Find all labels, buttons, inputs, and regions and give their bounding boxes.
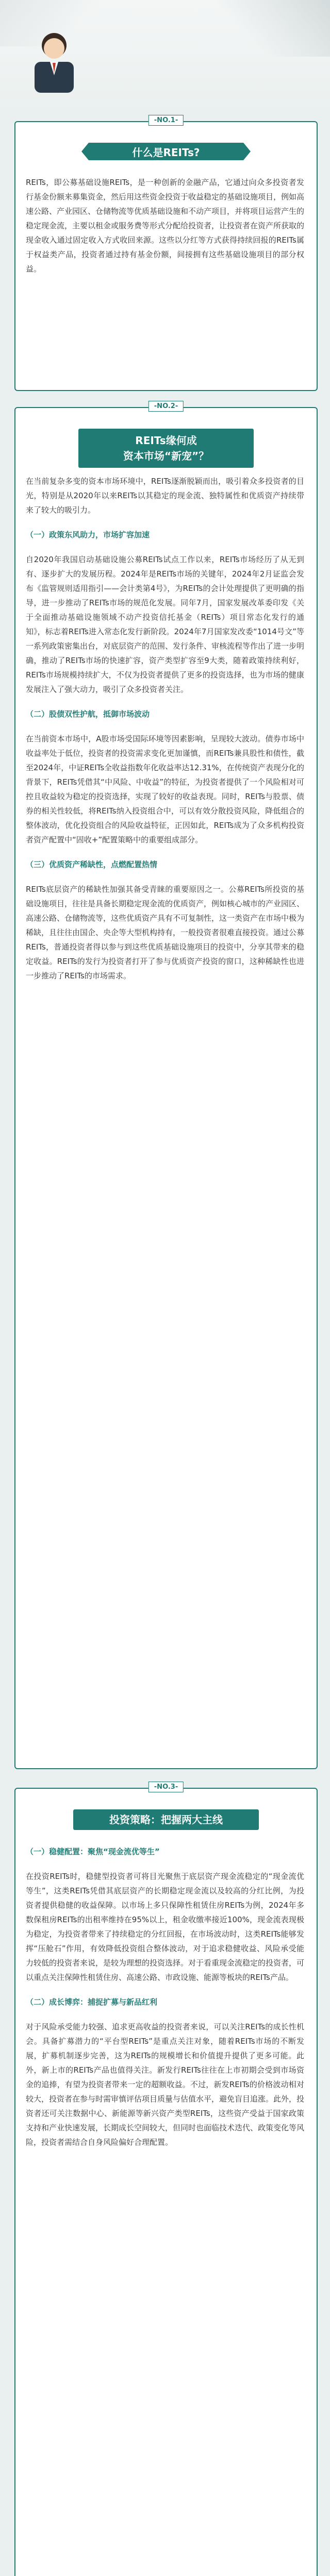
- section-title: 投资策略：把握两大主线: [73, 1809, 259, 1830]
- section-title-line: REITs缘何成: [135, 434, 197, 447]
- paragraph: 在当前资本市场中，A股市场受国际环境等因素影响，呈现较大波动。债券市场中收益率处于低位，投资者的投资需求变化更加谨慎，而REITs兼具股性和债性，截至2024年，中证REITs全收益指数年化收益率达12.31%，在传统资产表现分化的背景下，REITs凭借其“中风险、中收益”的特征，为投资者提供了一个风险相对可控且收益较为稳定的投资选择，实现了较好的收益表现。同时，REITs与股票、债券的相关性较低，将REITs纳入投资组合中，可以有效分散投资风险，降低组合的整体波动，优化投资组合的风险收益特征，正因如此，REITs成为了众多机构投资者资产配置中“固收+”配置策略中的重要组成部分。: [26, 734, 304, 844]
- section-title: [78, 429, 254, 468]
- subheading: （二）股债双性护航，抵御市场波动: [26, 709, 150, 719]
- paragraph: 自2020年我国启动基础设施公募REITs试点工作以来，REITs市场经历了从无到有、逐步扩大的发展历程。2024年是REITs市场的关键年，2024年2月证监会发布《监管规则适用指引——会计类第4号》，为REITs的会计处理提供了更明确的指导，进一步推动了REITs市场的规范化发展。同年7月，国家发展改革委印发《关于全面推动基础设施领域不动产投资信托基金（REITs）项目常态化发行的通知》，标志着REITs进入常态化发行新阶段。2024年7月国家发改委“1014号文”等一系列政策密集出台，对底层资产的范围、发行条件、审核流程等作出了进一步明确，推动了REITs市场的快速扩容，资产类型扩容至9大类，随着政策持续利好，REITs市场规模持续扩大，不仅为投资者提供了更多的投资选择，也为市场的健康发展注入了强大动力，吸引了众多投资者关注。: [26, 555, 305, 694]
- subheading: （二）成长博弈：捕捉扩募与新品红利: [26, 1997, 158, 2007]
- paragraph: 在投资REITs时，稳健型投资者可将目光聚焦于底层资产现金流稳定的“现金流优等生”，这类REITs凭借其底层资产的长期稳定现金流以及较高的分红比例，为投资者提供稳健的收益保障。以市场上多只保障性租赁住房REITs为例，2024年多数保租房REITs的出租率维持在95%以上，租金收缴率接近100%，现金流表现极为稳定，为投资者带来了持续稳定的分红回报，在市场波动时，这类REITs能够发挥“压舱石”作用，有效降低投资组合整体波动，对于追求稳健收益、风险承受能力较低的投资者来说，是较为理想的投资选择。对于看重现金流稳定的投资者，可以重点关注保障性租赁住房、高速公路、市政设施、能源等板块的REITs产品。: [26, 1872, 305, 1982]
- section-number: -NO.2-: [148, 401, 184, 412]
- section-title: 什么是REITs?: [89, 143, 243, 160]
- subheading: （三）优质资产稀缺性，点燃配置热情: [26, 860, 158, 869]
- section-2-body: [26, 474, 304, 993]
- paragraph: REITs，即公募基础设施REITs，是一种创新的金融产品，它通过向众多投资者发行基金份额来募集资金，然后用这些资金投资于收益稳定的基础设施项目，例如高速公路、产业园区、仓储物流等优质基础设施和不动产项目，并将项目运营产生的稳定现金流，主要以租金或服务费等形式分配给投资者，让投资者在资产所获取的现金收入通过固定收入方式收回来源。这些以分红等方式获得持续回报的REITs属于权益类产品，投资者通过持有基金份额，间接拥有这些基础设施项目的部分权益。: [26, 178, 305, 274]
- businessman-illustration: [23, 26, 85, 93]
- subheading: （一）政策东风助力，市场扩容加速: [26, 530, 150, 539]
- paragraph: REITs底层资产的稀缺性加强其备受青睐的重要原因之一。公募REITs所投资的基础设施项目，往往是具备长期稳定现金流的优质资产，例如核心城市的产业园区、高速公路、仓储物流等，这些优质资产具有不可复制性，这一类资产在市场中极为稀缺，且往往由国企、央企等大型机构持有，一般投资者很难直接投资。通过公募REITs，普通投资者得以参与到这些优质基础设施项目的投资中，分享其带来的稳定收益。REITs的发行为投资者打开了参与优质资产投资的窗口，这种稀缺性也进一步推动了REITs的市场需求。: [26, 885, 305, 980]
- section-number: -NO.3-: [148, 1782, 184, 1792]
- paper-decoration: [217, 0, 330, 57]
- subheading: （一）稳健配置：聚焦“现金流优等生”: [26, 1847, 160, 1856]
- section-title-line: 资本市场“新宠”？: [123, 450, 209, 462]
- section-number: -NO.1-: [148, 115, 184, 126]
- header-banner: [0, 0, 330, 116]
- paragraph: 在当前复杂多变的资本市场环境中，REITs逐渐脱颖而出，吸引着众多投资者的目光，特别是从2020年以来REITs以其稳定的现金流、独特属性和优质资产持续带来了较大的吸引力。: [26, 477, 304, 515]
- section-1-body: [26, 175, 304, 286]
- section-3-body: [26, 1844, 304, 2160]
- paragraph: 对于风险承受能力较强、追求更高收益的投资者来说，可以关注REITs的成长性机会。具备扩募潜力的“平台型REITs”是重点关注对象，随着REITs市场的不断发展，扩募机制逐步完善，这为REITs的规模增长和价值提升提供了更多可能。此外，新上市的REITs产品也值得关注。新发行REITs往往在上市初期会受到市场资金的追捧，有望为投资者带来一定的超额收益。不过，新发REITs的价格波动相对较大，投资者在参与时需审慎评估项目质量与估值水平，避免盲目追涨。此外，投资者还可关注数据中心、新能源等新兴资产类型REITs，这些资产受益于国家政策支持和产业快速发展，长期成长空间较大，但同时也面临技术迭代、政策变化等风险，投资者需结合自身风险偏好合理配置。: [26, 2022, 305, 2147]
